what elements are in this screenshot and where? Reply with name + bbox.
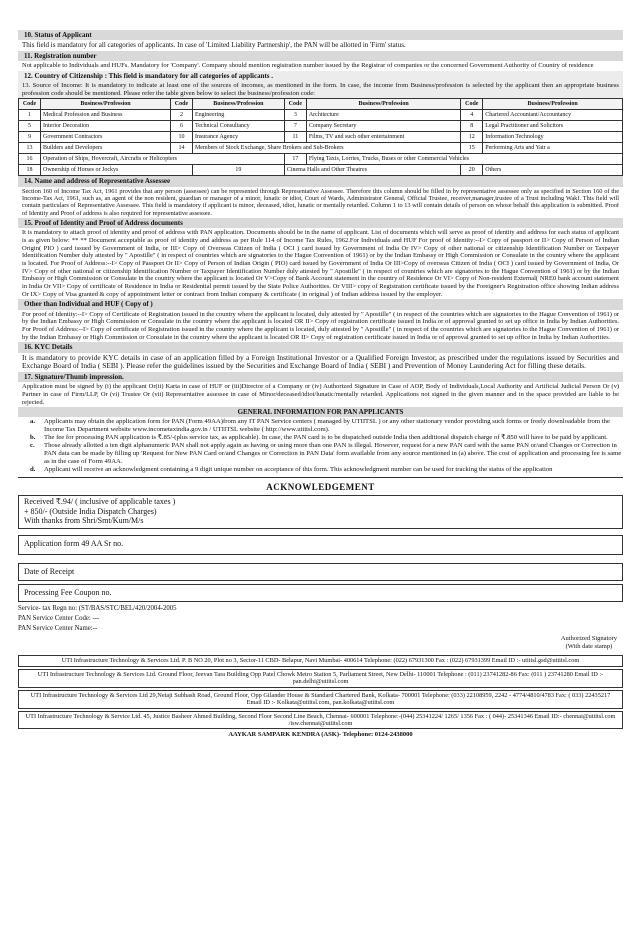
date-stamp-label: (With date stamp) bbox=[565, 643, 613, 651]
general-info-list bbox=[18, 417, 623, 474]
profession-cell: Films, TV and such other entertainment bbox=[306, 132, 460, 143]
profession-cell: Builders and Developers bbox=[41, 143, 171, 154]
profession-cell: Chartered Accountant/Accountancy bbox=[483, 110, 623, 121]
s15-other-text: For proof of Identity:--I> Copy of Certificate of Registration issued in the country where the applicant is located, duly attested by " Apostille" ( in respect of the countries which are signatories to the Hague Convention of 1961) or by the Indian Embassy or High Commission or Consulate in the country where the applicant is located OR II> Copy of registration certificate issued in India or of approval granted to set up office in India by Indian Authorities. For Proof of Address:--I> Copy of certificate of Registration issued in the country where the applicant is located, duly attested by " Apostille" ( in respect of the countries which are signatories to the Hague Convention of 1961) or by the Indian Embassy or High Commission or Consulate in the country where the applicant is located OR II> Copy of registration certificate issued in India or of approval granted to set up office in India by Indian Authorities. bbox=[22, 310, 619, 341]
instruction-page bbox=[18, 30, 623, 739]
item-key: b. bbox=[30, 434, 36, 442]
s15-title: 15. Proof of Identity and Proof of Address documents bbox=[18, 218, 623, 228]
coupon-number-field[interactable]: Processing Fee Coupon no. bbox=[18, 584, 623, 602]
s17-title: 17. Signature/Thumb impression. bbox=[18, 372, 623, 382]
profession-cell: Cinema Halls and Other Theatres bbox=[284, 165, 460, 176]
code-cell: 14 bbox=[170, 143, 192, 154]
code-cell: 7 bbox=[284, 121, 306, 132]
code-cell: 10 bbox=[170, 132, 192, 143]
item-text: Applicant will receive an acknowledgment containing a 9 digit unique number on acceptance of this form. This acknowledgment number can be used for tracking the status of the application bbox=[44, 465, 553, 473]
code-header: Code bbox=[461, 99, 483, 110]
profession-cell: Interior Decoration bbox=[41, 121, 171, 132]
s17-text: Application must be signed by (i) the applicant Or(ii) Karta in case of HUF or (iii)Director of a Company or (iv) Authorized Signature in Case of AOP, Body of Individuals,Local Authority and Artificial Judicial Person Or (v) Partner in case of Firm/LLP, Or (vi) Trustee Or (vii) Representative assessee in case of Minor/deceased/idiot/lunatic/mentally retarded. Applications not signed in the given manner and in the space provided are liable to be rejected. bbox=[22, 383, 619, 406]
table-row bbox=[19, 121, 623, 132]
profession-cell: Operation of Ships, Hovercraft, Aircrafts or Helicopters bbox=[41, 154, 285, 165]
s11-text: Not applicable to Individuals and HUFs. Mandatory for 'Company'. Company should mention registration number issued by the Registrar of companies or the concerned Government Authority of Country of residence bbox=[22, 61, 594, 69]
received-line: With thanks from Shri/Smt/Kum/M/s bbox=[24, 516, 144, 526]
table-row bbox=[19, 110, 623, 121]
form-number-field[interactable]: Application form 49 AA Sr no. bbox=[18, 535, 623, 555]
table-row bbox=[19, 132, 623, 143]
list-item bbox=[30, 418, 623, 434]
s15-text: It is mandatory to attach proof of identity and proof of address with PAN application. Documents should be in the name of applicant. List of documents which will serve as proof of identity and address for each status of applicant is as given below: ** ** Document acceptable as proof of identity and address as per Rule 114 of Income Tax Rules, 1962.For Individuals and HUF For proof of Identity:--I> Copy of passport or II> Copy of Person of Indian Origin( PIO ) card issued by Government of India, or III> Copy of Overseas Citizen of India ( OCI ) card issued by Government of India Or IV> Copy of other national or citizenship Identification Number or Taxpayer Identification Number duly attested by " Apostille" ( in respect of countries which are signatories to the Hague Convention of 1961) or by the Indian Embassy or High Commission or Consulate in the country where the applicant is located. For Proof of Address:--I> Copy of Passport Or II> Copy of Person of Indian Origin ( PIO) card issued by Government of India Or III>Copy of overseas Citizen of India ( OCI ) card issued by Government of India, Or IV> Copy of other national or citizenship Identification Number or Taxpayer Identification Number duly attested by " Apostille" ( in respect of countries which are signatories to the Hague Convention of 1961) or by the Indian Embassy or High Commission or Consulate in the country where the applicant is located Or V>Copy of Bank Account statement in the country of Residence Or VI> Copy of Non-resident External( NRE0 bank account statement in India Or VII> Copy of certificate of Residence in India or Residential permit issued by the State Police Authorities. Or VIII> copy of Registration certificate issued by the Foreigner's Registration office showing Indian address Or IX> Copy of Visa granted & copy of appointment letter or contract from Indian company & certificate ( in original ) of Indian address issued by the employer. bbox=[22, 229, 619, 298]
office-mumbai: UTI Infrastructure Technology & Services Ltd. P. B NO 20, Plot no 3, Sector-11 CBD- Belapur, Navi Mumbai- 400614 Telephone: (022) 67931300 Fax : (022) 67931399 Email ID :- utiitsl.gsd@utiitsl.com bbox=[18, 655, 623, 666]
service-tax-regn: Service- tax Regn no: (ST/BAS/STC/BEL/420/2004-2005 bbox=[18, 605, 177, 613]
office-kolkata: UTI Infrastructure Technology & Services Ltd 29,Netaji Subhash Road, Ground Floor, Opp Gilander House & Standard Chartered Bank, Kolkata- 700001 Telephone: (033) 22108959, 2242 - 4774/4810/4783 Fax: ( 033) 22435217 Email ID :- Kolkata@utiitsl.com, pan.kolkata@utiitsl.com bbox=[18, 690, 623, 709]
code-cell: 16 bbox=[19, 154, 41, 165]
profession-code-table bbox=[18, 98, 623, 176]
s16-title: 16. KYC Details bbox=[18, 342, 623, 352]
code-cell: 1 bbox=[19, 110, 41, 121]
profession-cell: Insurance Agency bbox=[192, 132, 284, 143]
s10-title: 10. Status of Applicant bbox=[18, 30, 623, 40]
item-text: Those already allotted a ten digit alphanumeric PAN shall not apply again as having or using more than one PAN is illegal. However, request for a new PAN card with the same PAN or/and Changes or Correction in PAN data can be made by filling up 'Request for New PAN Card or/and Changes or Correction in PAN Data' form available from any source mentioned in (a) above. The cost of application and processing fee is same as in the case of Form 49AA. bbox=[44, 442, 622, 465]
profession-cell: Flying Taxis, Lorries, Trucks, Buses or other Commercial Vehicles bbox=[306, 154, 622, 165]
profession-cell: Engineering bbox=[192, 110, 284, 121]
code-cell: 9 bbox=[19, 132, 41, 143]
centre-code: PAN Service Center Code: --- bbox=[18, 615, 100, 623]
s15-other-title: Other than Individual and HUF ( Copy of ) bbox=[18, 299, 623, 309]
code-cell: 4 bbox=[461, 110, 483, 121]
code-header: Code bbox=[19, 99, 41, 110]
table-row bbox=[19, 154, 623, 165]
s14-title: 14. Name and address of Representative Assessee bbox=[18, 176, 623, 186]
received-field[interactable] bbox=[18, 495, 623, 529]
s14-text: Section 160 of Income Tax Act, 1961 provides that any person (assessee) can be represented through Representative Assessee. Therefore this column should be filled in by representative assessee only as specified in Section 160 of the Income-Tax Act, 1961, such as, an agent of the non resident, guardian or manager of a minor, lunatic or idiot, Court of Wards, Administrator General, Official Trustee, receiver,manager,trustee of a Trust including Wakf. This field will contain particulars of Representative Assessee. This field is mandatory if applicant is minor, deceased, idiot, lunatic or mentally retarded. Column 1 to 13 will contain details of person on whose behalf this application is submitted. Proof of Identity and Proof of address is also required for representative assessee. bbox=[22, 187, 619, 217]
code-cell: 15 bbox=[461, 143, 483, 154]
item-key: c. bbox=[30, 442, 35, 450]
profession-cell: Government Contractors bbox=[41, 132, 171, 143]
list-item bbox=[30, 465, 623, 474]
code-cell: 5 bbox=[19, 121, 41, 132]
date-of-receipt-field[interactable]: Date of Receipt bbox=[18, 563, 623, 581]
item-key: a. bbox=[30, 418, 36, 426]
profession-cell: Ownership of Horses or Jockys bbox=[41, 165, 193, 176]
profession-header: Business/Profession bbox=[192, 99, 284, 110]
general-title: GENERAL INFORMATION FOR PAN APPLICANTS bbox=[18, 407, 623, 417]
s10-text: This field is mandatory for all categories of applicants. In case of 'Limited Liability Partnership', the PAN will be allotted in 'Firm' status. bbox=[22, 41, 406, 50]
received-line: + 850/- (Outside India Dispatch Charges) bbox=[24, 506, 157, 516]
code-cell: 8 bbox=[461, 121, 483, 132]
code-cell: 3 bbox=[284, 110, 306, 121]
code-cell: 11 bbox=[284, 132, 306, 143]
code-cell: 6 bbox=[170, 121, 192, 132]
list-item bbox=[30, 434, 623, 442]
profession-cell: Others bbox=[483, 165, 623, 176]
code-header: Code bbox=[170, 99, 192, 110]
code-cell: 12 bbox=[461, 132, 483, 143]
profession-cell: Medical Profession and Business bbox=[41, 110, 171, 121]
s13-text: 13. Source of Income: It is mandatory to indicate at least one of the sources of incomes, as mentioned in the form. In case, the income from Business/profession is selected by the applicant then an appropriate business profession code should be mentioned. Please refer the table given below to select the business/profession code: bbox=[18, 81, 623, 99]
item-text: The fee for processing PAN application is ₹.85/-(plus service tax, as applicable). In case, the PAN card is to be dispatched outside India then additional dispatch charge of ₹.850 will have to be paid by applicant. bbox=[44, 434, 608, 442]
profession-cell: Company Secretary bbox=[306, 121, 460, 132]
footer-ask: AAYKAR SAMPARK KENDRA (ASK)- Telephone: 0124-2438000 bbox=[228, 731, 413, 739]
profession-header: Business/Profession bbox=[41, 99, 171, 110]
profession-cell: Performing Arts and Yatr a bbox=[483, 143, 623, 154]
code-header: Code bbox=[284, 99, 306, 110]
profession-cell: Technical Consultancy bbox=[192, 121, 284, 132]
office-chennai: UTI Infrastructure Technology & Service Ltd. 45, Justice Basheer Ahmed Building, Second Floor Second Line Beach, Chennai- 600001 Telephone:-(044) 25341224/ 1265/ 1356 Fax : ( 044)- 25341346 Email ID:- chennai@utiitsl.com /isw.chennai@utiitsl.com bbox=[18, 711, 623, 730]
code-cell: 17 bbox=[284, 154, 306, 165]
office-delhi: UTI Infrastructure Technology & Services Ltd. Ground Floor, Jeevan Tara Building Opp Patel Chowk Metro Station 5, Parliament Street, New Delhi- 110001 Telephone : (011) 23741282-86 Fax: (011 ) 23741280 Email ID :- pan.delhi@utiitsl.com bbox=[18, 669, 623, 688]
table-row bbox=[19, 165, 623, 176]
profession-cell: Members of Stock Exchange, Share Brokers and Sub-Brokers bbox=[192, 143, 460, 154]
acknowledgement-section bbox=[18, 477, 623, 656]
table-row bbox=[19, 143, 623, 154]
code-cell: 13 bbox=[19, 143, 41, 154]
code-cell: 2 bbox=[170, 110, 192, 121]
code-cell: 20 bbox=[461, 165, 483, 176]
profession-cell: Information Technology bbox=[483, 132, 623, 143]
s16-text: It is mandatory to provide KYC details in case of an application filled by a Foreign Institutional Investor or a Qualified Foreign Investor, as prescribed under the regulations issued by Securities and Exchange Board of India ( SEBI ). Please refer the guidelines issued by the Securities and Exchange Board of India ( SEBI ) and Prevention of Money Laundering Act for filling these details. bbox=[22, 352, 619, 371]
signatory-label: Authorized Signatory bbox=[560, 635, 617, 643]
centre-name: PAN Service Center Name:-- bbox=[18, 625, 98, 633]
list-item bbox=[30, 442, 623, 466]
code-cell: 19 bbox=[192, 165, 284, 176]
service-info bbox=[18, 605, 623, 655]
item-text: Applicants may obtain the application form for PAN (Form 49AA)from any IT PAN Service centers ( managed by UTIITSL ) or any other stationary vendor providing such forms or freely downloadable from the Income Tax Department website www.incometaxindia.gov.in / UTIITSL website ( http://www.utiitsl.com). bbox=[44, 418, 610, 434]
s12-text: 12. Country of Citizenship : This field is mandatory for all categories of applicants . bbox=[18, 71, 623, 81]
s11-title: 11. Registration number bbox=[18, 51, 623, 61]
profession-header: Business/Profession bbox=[306, 99, 460, 110]
profession-header: Business/Profession bbox=[483, 99, 623, 110]
profession-cell: Legal Practitioner and Solicitors bbox=[483, 121, 623, 132]
profession-cell: Architecture bbox=[306, 110, 460, 121]
code-cell: 18 bbox=[19, 165, 41, 176]
received-line: Received ₹.94/ ( inclusive of applicable taxes ) bbox=[24, 497, 176, 507]
ack-title: ACKNOWLEDGEMENT bbox=[266, 481, 375, 492]
authorized-signatory bbox=[561, 635, 617, 650]
item-key: d. bbox=[30, 465, 36, 473]
